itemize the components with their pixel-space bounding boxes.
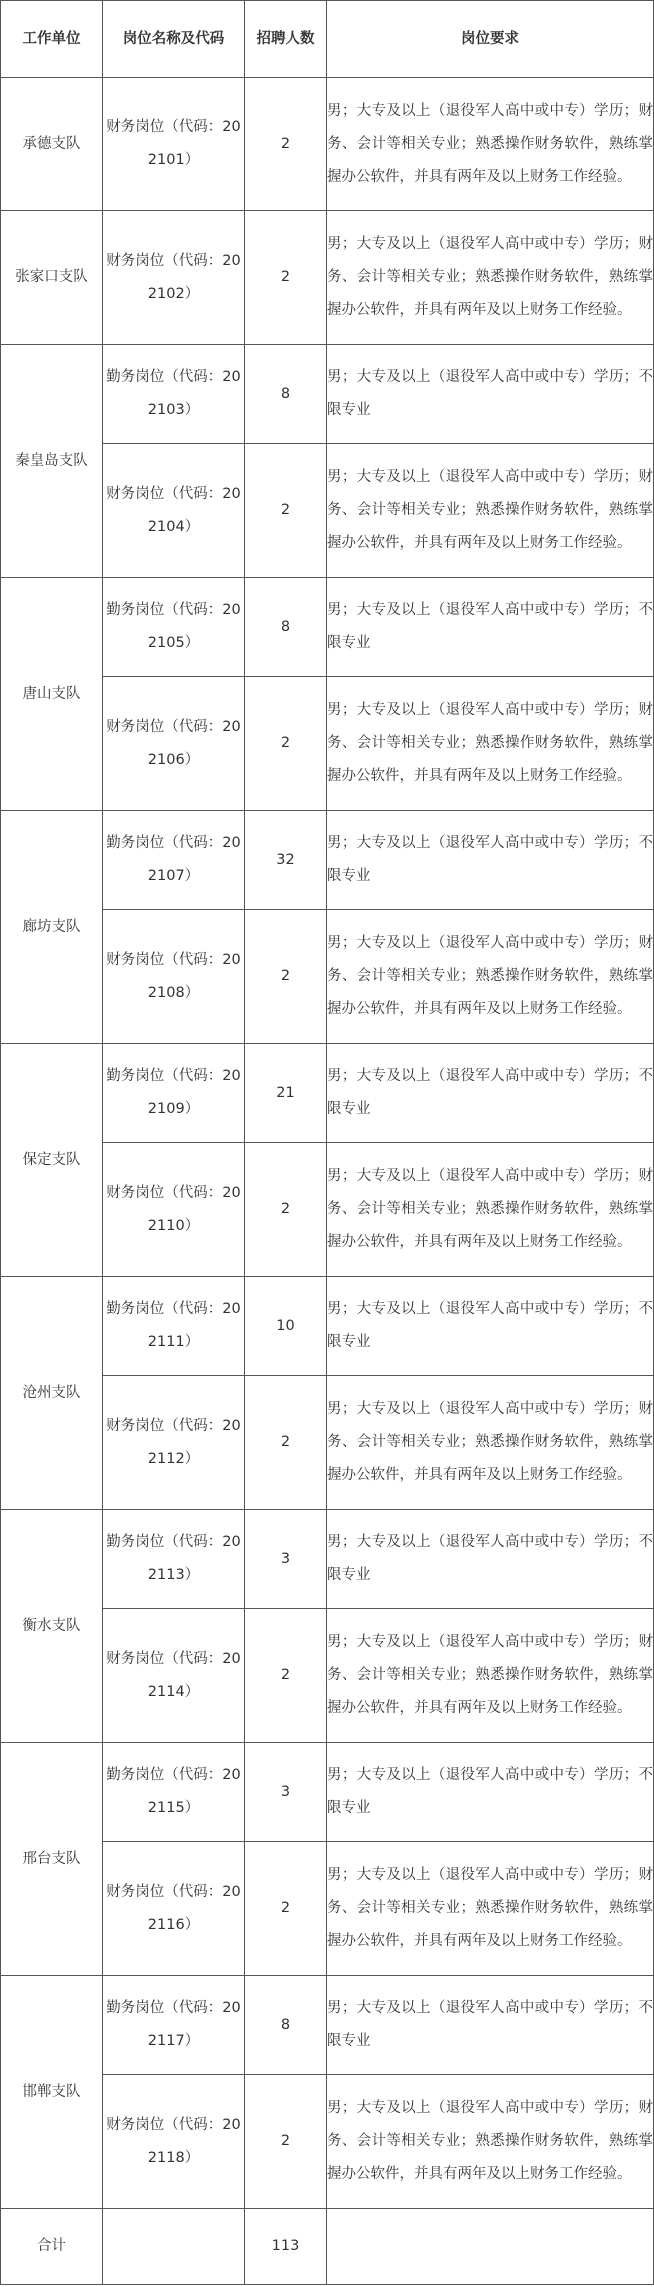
table-row (1, 78, 654, 211)
position-cell: 勤务岗位（代码：202107） (103, 811, 245, 910)
position-cell: 勤务岗位（代码：202109） (103, 1044, 245, 1143)
unit-cell: 沧州支队 (1, 1277, 103, 1510)
position-cell: 勤务岗位（代码：202105） (103, 578, 245, 677)
requirement-cell: 男；大专及以上（退役军人高中或中专）学历；财务、会计等相关专业；熟悉操作财务软件，熟练掌握办公软件，并具有两年及以上财务工作经验。 (327, 1376, 654, 1510)
position-cell: 勤务岗位（代码：202115） (103, 1743, 245, 1842)
position-cell: 财务岗位（代码：202112） (103, 1376, 245, 1510)
count-cell: 2 (245, 1143, 327, 1277)
requirement-cell: 男；大专及以上（退役军人高中或中专）学历；不限专业 (327, 1976, 654, 2075)
unit-cell: 唐山支队 (1, 578, 103, 811)
count-cell: 2 (245, 1609, 327, 1743)
position-cell: 财务岗位（代码：202102） (103, 211, 245, 345)
requirement-cell: 男；大专及以上（退役军人高中或中专）学历；财务、会计等相关专业；熟悉操作财务软件，熟练掌握办公软件，并具有两年及以上财务工作经验。 (327, 677, 654, 811)
requirement-cell: 男；大专及以上（退役军人高中或中专）学历；财务、会计等相关专业；熟悉操作财务软件，熟练掌握办公软件，并具有两年及以上财务工作经验。 (327, 78, 654, 211)
position-cell: 财务岗位（代码：202116） (103, 1842, 245, 1976)
position-cell: 财务岗位（代码：202101） (103, 78, 245, 211)
position-cell: 勤务岗位（代码：202111） (103, 1277, 245, 1376)
position-cell: 财务岗位（代码：202114） (103, 1609, 245, 1743)
requirement-cell: 男；大专及以上（退役军人高中或中专）学历；不限专业 (327, 1277, 654, 1376)
table-header-row (1, 1, 654, 78)
count-cell: 8 (245, 578, 327, 677)
count-cell: 2 (245, 677, 327, 811)
header-count: 招聘人数 (245, 1, 327, 78)
count-cell: 3 (245, 1743, 327, 1842)
count-cell: 2 (245, 78, 327, 211)
requirement-cell: 男；大专及以上（退役军人高中或中专）学历；不限专业 (327, 1743, 654, 1842)
table-row (1, 1743, 654, 1842)
requirement-cell: 男；大专及以上（退役军人高中或中专）学历；财务、会计等相关专业；熟悉操作财务软件，熟练掌握办公软件，并具有两年及以上财务工作经验。 (327, 1143, 654, 1277)
position-cell: 财务岗位（代码：202118） (103, 2075, 245, 2209)
requirement-cell: 男；大专及以上（退役军人高中或中专）学历；财务、会计等相关专业；熟悉操作财务软件，熟练掌握办公软件，并具有两年及以上财务工作经验。 (327, 444, 654, 578)
table-row (1, 1277, 654, 1376)
count-cell: 8 (245, 345, 327, 444)
unit-cell: 邢台支队 (1, 1743, 103, 1976)
table-row (1, 1044, 654, 1143)
requirement-cell: 男；大专及以上（退役军人高中或中专）学历；财务、会计等相关专业；熟悉操作财务软件，熟练掌握办公软件，并具有两年及以上财务工作经验。 (327, 910, 654, 1044)
unit-cell: 秦皇岛支队 (1, 345, 103, 578)
count-cell: 2 (245, 211, 327, 345)
table-row (1, 811, 654, 910)
requirement-cell: 男；大专及以上（退役军人高中或中专）学历；财务、会计等相关专业；熟悉操作财务软件，熟练掌握办公软件，并具有两年及以上财务工作经验。 (327, 1842, 654, 1976)
total-count: 113 (245, 2209, 327, 2285)
total-row (1, 2209, 654, 2285)
requirement-cell: 男；大专及以上（退役军人高中或中专）学历；财务、会计等相关专业；熟悉操作财务软件，熟练掌握办公软件，并具有两年及以上财务工作经验。 (327, 2075, 654, 2209)
table-row (1, 1976, 654, 2075)
count-cell: 2 (245, 910, 327, 1044)
unit-cell: 衡水支队 (1, 1510, 103, 1743)
position-cell: 勤务岗位（代码：202113） (103, 1510, 245, 1609)
unit-cell: 张家口支队 (1, 211, 103, 345)
position-cell: 财务岗位（代码：202108） (103, 910, 245, 1044)
requirement-cell: 男；大专及以上（退役军人高中或中专）学历；不限专业 (327, 1510, 654, 1609)
position-cell: 财务岗位（代码：202106） (103, 677, 245, 811)
unit-cell: 邯郸支队 (1, 1976, 103, 2209)
requirement-cell: 男；大专及以上（退役军人高中或中专）学历；财务、会计等相关专业；熟悉操作财务软件，熟练掌握办公软件，并具有两年及以上财务工作经验。 (327, 1609, 654, 1743)
requirement-cell: 男；大专及以上（退役军人高中或中专）学历；不限专业 (327, 578, 654, 677)
position-cell: 财务岗位（代码：202110） (103, 1143, 245, 1277)
table-row (1, 345, 654, 444)
total-label: 合计 (1, 2209, 103, 2285)
count-cell: 10 (245, 1277, 327, 1376)
requirement-cell: 男；大专及以上（退役军人高中或中专）学历；不限专业 (327, 345, 654, 444)
requirement-cell: 男；大专及以上（退役军人高中或中专）学历；财务、会计等相关专业；熟悉操作财务软件，熟练掌握办公软件，并具有两年及以上财务工作经验。 (327, 211, 654, 345)
count-cell: 2 (245, 1376, 327, 1510)
count-cell: 2 (245, 444, 327, 578)
count-cell: 2 (245, 2075, 327, 2209)
count-cell: 21 (245, 1044, 327, 1143)
header-requirement: 岗位要求 (327, 1, 654, 78)
header-position: 岗位名称及代码 (103, 1, 245, 78)
unit-cell: 承德支队 (1, 78, 103, 211)
count-cell: 2 (245, 1842, 327, 1976)
table-row (1, 211, 654, 345)
position-cell: 勤务岗位（代码：202103） (103, 345, 245, 444)
table-row (1, 1510, 654, 1609)
count-cell: 3 (245, 1510, 327, 1609)
position-cell: 财务岗位（代码：202104） (103, 444, 245, 578)
requirement-cell: 男；大专及以上（退役军人高中或中专）学历；不限专业 (327, 811, 654, 910)
requirement-cell: 男；大专及以上（退役军人高中或中专）学历；不限专业 (327, 1044, 654, 1143)
count-cell: 8 (245, 1976, 327, 2075)
header-unit: 工作单位 (1, 1, 103, 78)
total-requirement-cell (327, 2209, 654, 2285)
unit-cell: 廊坊支队 (1, 811, 103, 1044)
table-row (1, 578, 654, 677)
position-cell: 勤务岗位（代码：202117） (103, 1976, 245, 2075)
count-cell: 32 (245, 811, 327, 910)
unit-cell: 保定支队 (1, 1044, 103, 1277)
total-position-cell (103, 2209, 245, 2285)
